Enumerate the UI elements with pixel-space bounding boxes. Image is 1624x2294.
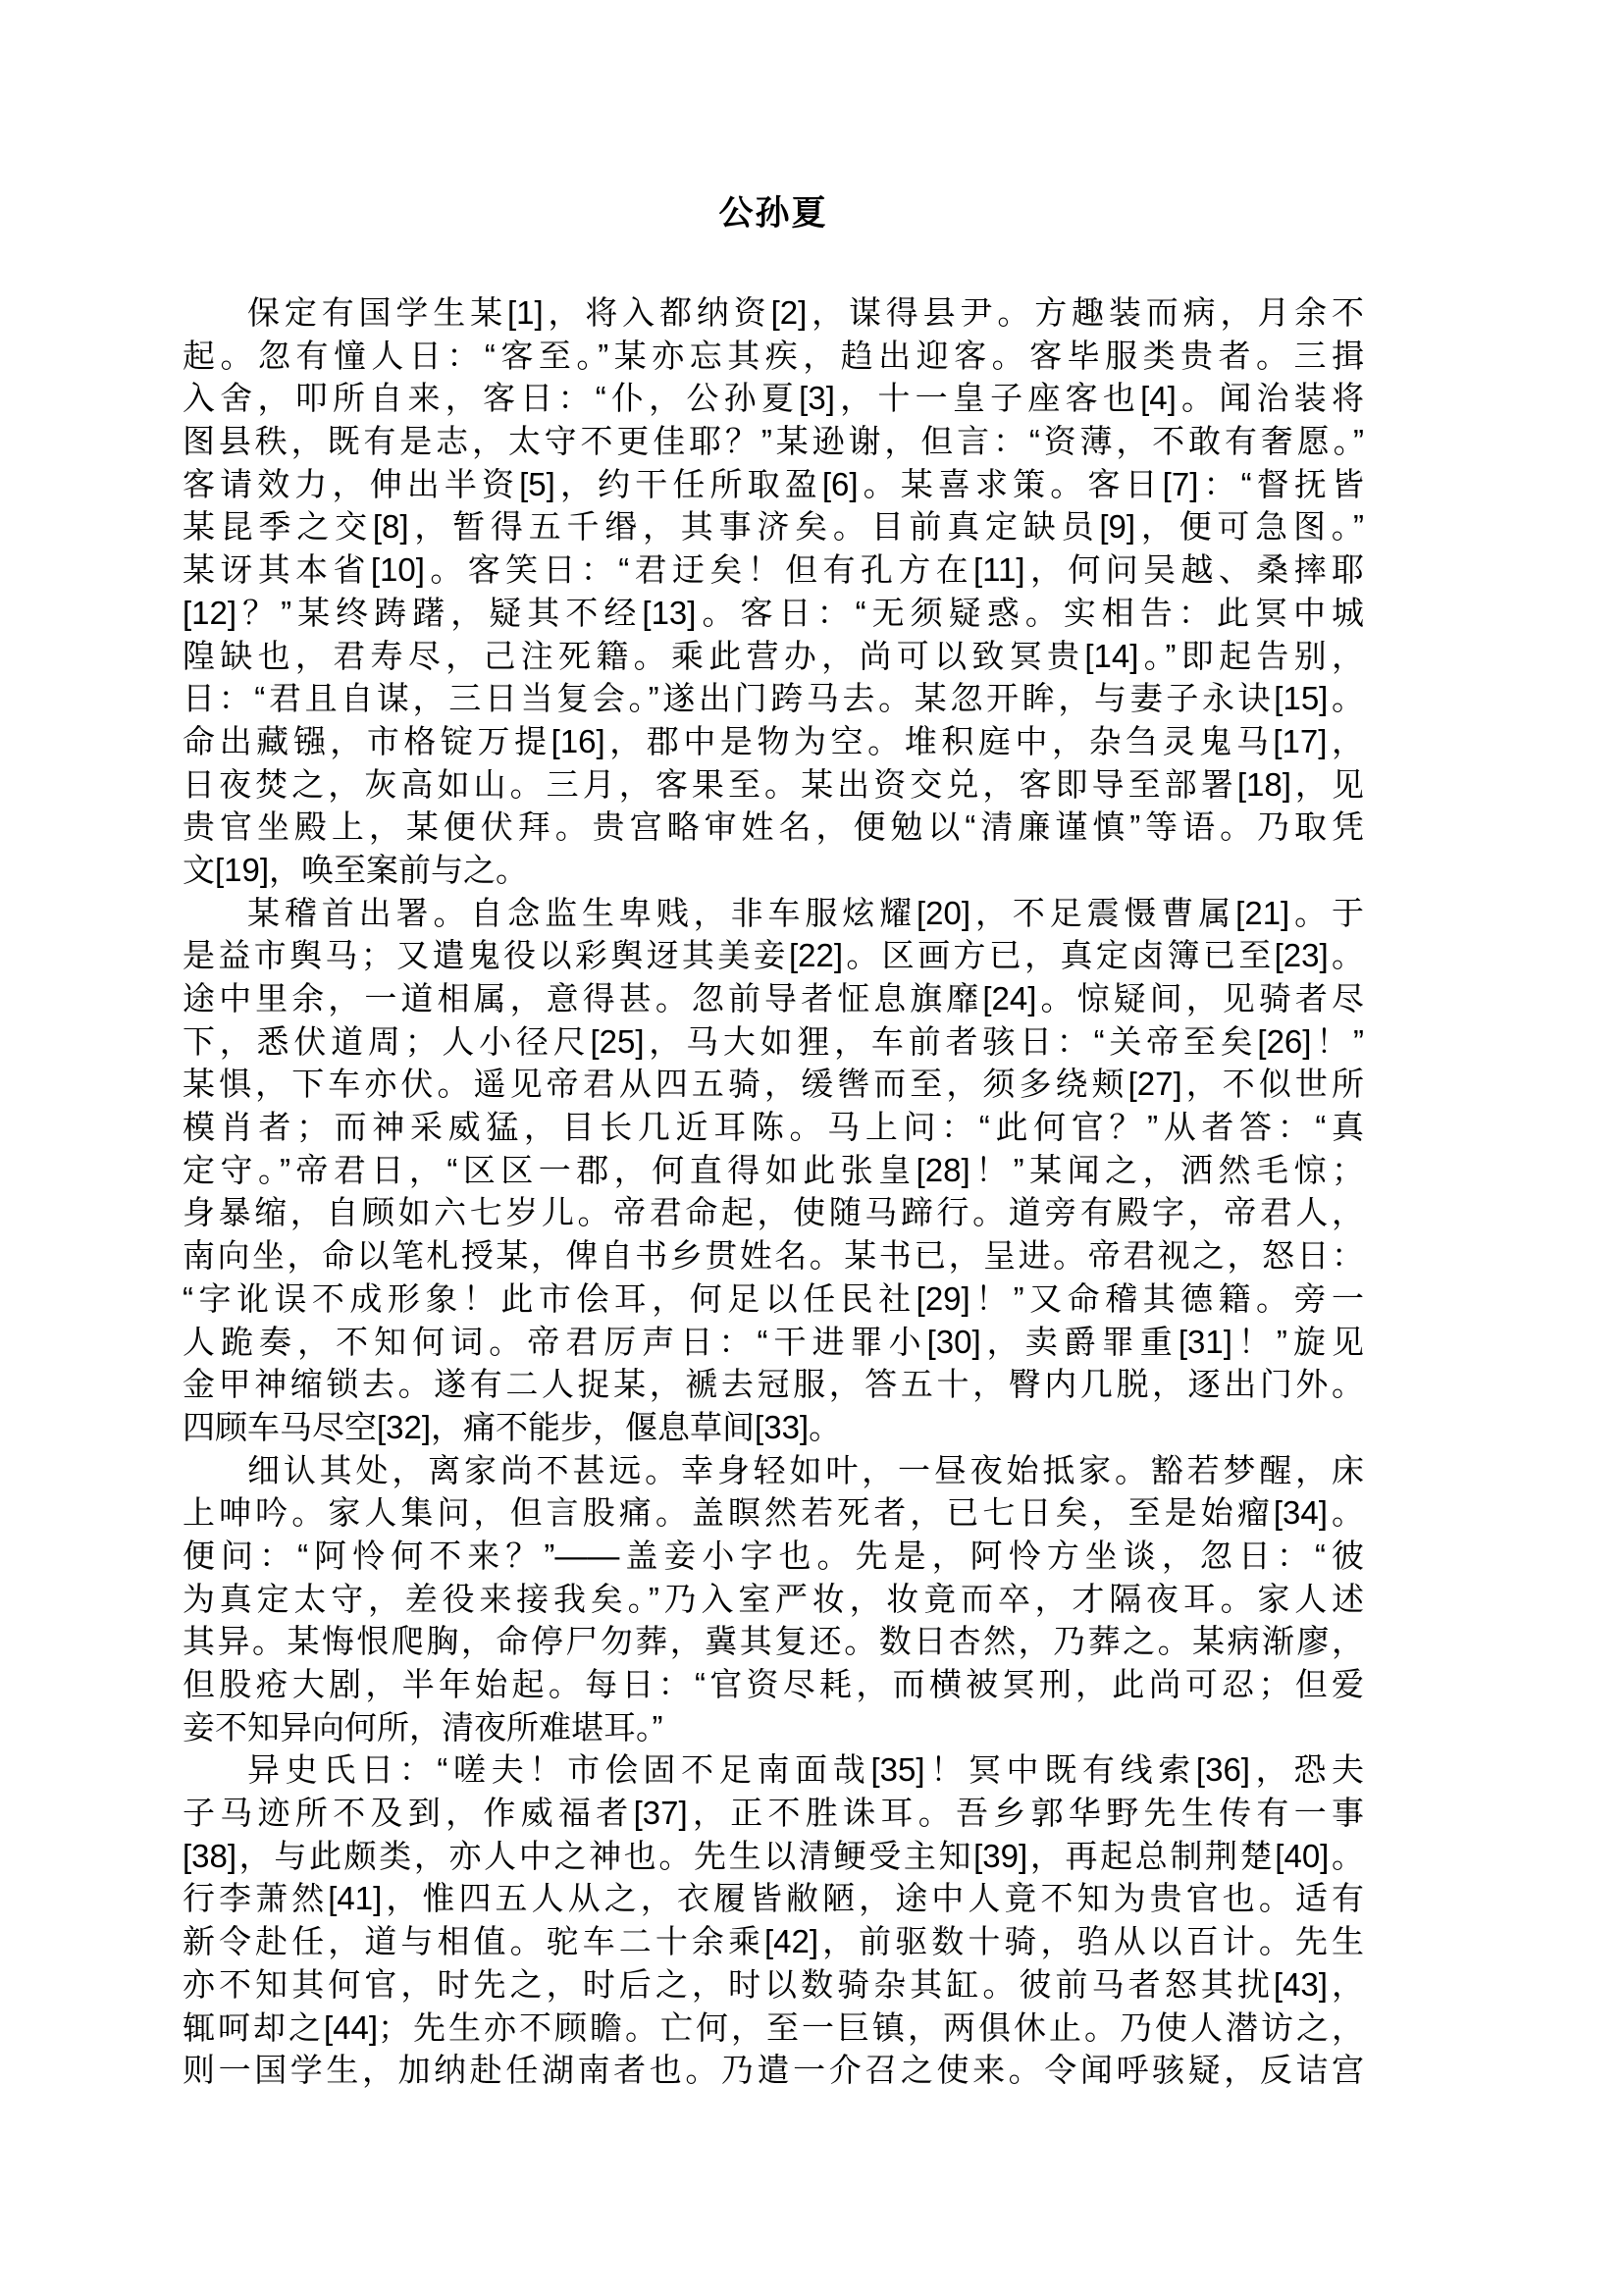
text-line: [38]，与此颇类，亦人中之神也。先生以清鲠受主知[39]，再起总制荆楚[40]。	[183, 1837, 1364, 1874]
text-line: 日夜焚之，灰高如山。三月，客果至。某出资交兑，客即导至部署[18]，见	[183, 765, 1364, 803]
text-line: 定守。”帝君日，“区区一郡，何直得如此张皇[28]！”某闻之，洒然毛惊；	[183, 1151, 1364, 1188]
text-line: 命出藏镪，市格锭万提[16]，郡中是物为空。堆积庭中，杂刍灵鬼马[17]，	[183, 722, 1364, 759]
text-line: 模肖者；而神采威猛，目长几近耳陈。马上问：“此何官？”从者答：“真	[183, 1109, 1364, 1146]
text-line: 异史氏日：“嗟夫！市侩固不足南面哉[35]！冥中既有线索[36]，恐夫	[247, 1751, 1364, 1789]
text-line: “字讹误不成形象！此市侩耳，何足以任民社[29]！”又命稽其德籍。旁一	[183, 1279, 1364, 1317]
text-line: 便问：“阿怜何不来？”——盖妾小字也。先是，阿怜方坐谈，忽日：“彼	[183, 1537, 1364, 1574]
text-line: 某昆季之交[8]，暂得五千缗，其事济矣。目前真定缺员[9]，便可急图。”	[183, 508, 1364, 546]
text-line: 下，悉伏道周；人小径尺[25]，马大如狸，车前者骇日：“关帝至矣[26]！”	[183, 1022, 1364, 1060]
text-line: 文[19]，唤至案前与之。	[183, 851, 529, 888]
text-line: 人跪奏，不知何词。帝君厉声日：“干进罪小[30]，卖爵罪重[31]！”旋见	[183, 1323, 1364, 1360]
text-line: 某惧，下车亦伏。遥见帝君从四五骑，缓辔而至，须多绕颊[27]，不似世所	[183, 1066, 1364, 1103]
text-line: 贵官坐殿上，某便伏拜。贵宫略审姓名，便勉以“清廉谨慎”等语。乃取凭	[183, 808, 1364, 846]
text-line: 某稽首出署。自念监生卑贱，非车服炫耀[20]，不足震慑曹属[21]。于	[247, 894, 1364, 931]
text-line: 起。忽有憧人日：“客至。”某亦忘其疾，趋出迎客。客毕服类贵者。三揖	[183, 337, 1364, 374]
text-line: 辄呵却之[44]；先生亦不顾瞻。亡何，至一巨镇，两俱休止。乃使人潜访之，	[183, 2008, 1364, 2046]
text-line: 保定有国学生某[1]，将入都纳资[2]，谋得县尹。方趣装而病，月余不	[247, 294, 1364, 331]
text-line: 上呻吟。家人集问，但言股痛。盖瞑然若死者，已七日矣，至是始瘤[34]。	[183, 1494, 1364, 1532]
text-line: 为真定太守，差役来接我矣。”乃入室严妆，妆竟而卒，才隔夜耳。家人述	[183, 1580, 1364, 1617]
page-title: 公孙夏	[718, 194, 828, 233]
text-line: 行李萧然[41]，惟四五人从之，衣履皆敝陋，途中人竟不知为贵官也。适有	[183, 1880, 1364, 1917]
text-line: 某讶其本省[10]。客笑日：“君迂矣！但有孔方在[11]，何问吴越、桑摔耶	[183, 551, 1364, 589]
text-line: 妾不知异向何所，清夜所难堪耳。”	[183, 1708, 663, 1746]
text-line: 但股疮大剧，半年始起。每日：“官资尽耗，而横被冥刑，此尚可忍；但爱	[183, 1666, 1364, 1702]
text-line: [12]？”某终踌躇，疑其不经[13]。客日：“无须疑惑。实相告：此冥中城	[183, 594, 1364, 631]
text-line: 其异。某悔恨爬胸，命停尸勿葬，冀其复还。数日杏然，乃葬之。某病渐廖，	[183, 1623, 1364, 1660]
text-line: 身暴缩，自顾如六七岁儿。帝君命起，使随马蹄行。道旁有殿字，帝君人，	[183, 1194, 1364, 1231]
text-line: 途中里余，一道相属，意得甚。忽前导者怔息旗靡[24]。惊疑间，见骑者尽	[183, 980, 1364, 1017]
document-body	[183, 291, 1364, 2092]
text-line: 是益市舆马；又遣鬼役以彩舆迓其美妾[22]。区画方已，真定卤簿已至[23]。	[183, 937, 1364, 974]
text-line: 客请效力，伸出半资[5]，约干任所取盈[6]。某喜求策。客日[7]：“督抚皆	[183, 465, 1364, 502]
text-line: 图县秩，既有是志，太守不更佳耶？”某逊谢，但言：“资薄，不敢有奢愿。”	[183, 423, 1364, 460]
text-line: 四顾车马尽空[32]，痛不能步，偃息草间[33]。	[183, 1408, 842, 1445]
text-line: 子马迹所不及到，作威福者[37]，正不胜诛耳。吾乡郭华野先生传有一事	[183, 1795, 1364, 1832]
text-line: 金甲神缩锁去。遂有二人捉某，褫去冠服，答五十，臀内几脱，逐出门外。	[183, 1366, 1364, 1403]
text-line: 新令赴任，道与相值。驼车二十余乘[42]，前驱数十骑，驺从以百计。先生	[183, 1923, 1364, 1960]
text-line: 则一国学生，加纳赴任湖南者也。乃遣一介召之使来。令闻呼骇疑，反诘宫	[183, 2052, 1364, 2089]
text-line: 隍缺也，君寿尽，己注死籍。乘此营办，尚可以致冥贵[14]。”即起告别，	[183, 637, 1364, 674]
text-line: 日：“君且自谋，三日当复会。”遂出门跨马去。某忽开眸，与妻子永诀[15]。	[183, 680, 1364, 717]
text-line: 亦不知其何官，时先之，时后之，时以数骑杂其缸。彼前马者怒其扰[43]，	[183, 1965, 1364, 2003]
text-line: 细认其处，离家尚不甚远。幸身轻如叶，一昼夜始抵家。豁若梦醒，床	[247, 1451, 1364, 1488]
text-line: 入舍，叩所自来，客日：“仆，公孙夏[3]，十一皇子座客也[4]。闻治装将	[183, 380, 1364, 417]
text-line: 南向坐，命以笔札授某，俾自书乡贯姓名。某书已，呈进。帝君视之，怒日：	[183, 1237, 1364, 1275]
